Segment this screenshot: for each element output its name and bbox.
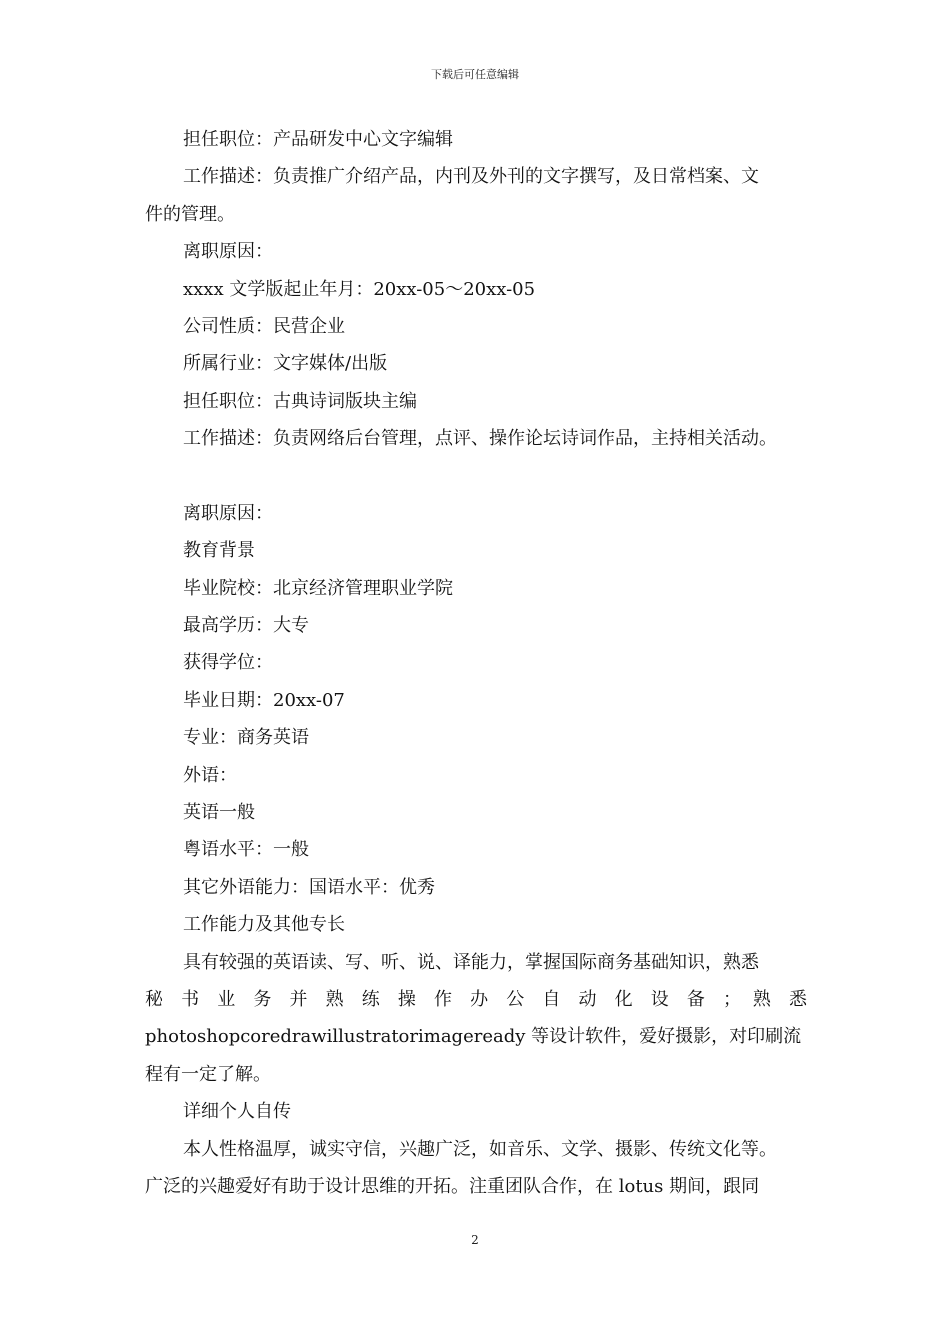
text-line: 专业：商务英语 — [183, 727, 309, 749]
text-line: 毕业院校：北京经济管理职业学院 — [183, 577, 453, 599]
section-heading: 教育背景 — [183, 540, 255, 562]
text-line: 本人性格温厚，诚实守信，兴趣广泛，如音乐、文学、摄影、传统文化等。 — [183, 1138, 777, 1160]
text-line: 担任职位：古典诗词版块主编 — [183, 390, 417, 412]
text-line: 工作描述：负责推广介绍产品，内刊及外刊的文字撰写，及日常档案、文 — [183, 166, 759, 188]
text-line: 其它外语能力：国语水平：优秀 — [183, 876, 435, 898]
text-line: 粤语水平：一般 — [183, 839, 309, 861]
page-header: 下载后可任意编辑 — [431, 68, 519, 81]
text-line: 公司性质：民营企业 — [183, 315, 345, 337]
text-line: 获得学位： — [183, 652, 273, 674]
section-heading: 详细个人自传 — [183, 1101, 291, 1123]
section-heading: 工作能力及其他专长 — [183, 914, 345, 936]
text-line: 工作描述：负责网络后台管理，点评、操作论坛诗词作品，主持相关活动。 — [183, 428, 777, 450]
text-line: xxxx 文学版起止年月：20xx-05～20xx-05 — [183, 278, 536, 300]
text-line: 毕业日期：20xx-07 — [183, 689, 345, 711]
text-line: 离职原因： — [183, 502, 273, 524]
text-line: 程有一定了解。 — [145, 1063, 271, 1085]
blank-line — [145, 458, 807, 495]
text-line: 具有较强的英语读、写、听、说、译能力，掌握国际商务基础知识，熟悉 — [183, 951, 759, 973]
text-line: 外语： — [183, 764, 237, 786]
text-line: 所属行业：文字媒体/出版 — [183, 353, 388, 375]
text-line: 广泛的兴趣爱好有助于设计思维的开拓。注重团队合作，在 lotus 期间，跟同 — [145, 1175, 760, 1197]
text-line: 担任职位：产品研发中心文字编辑 — [183, 129, 453, 150]
text-line: 件的管理。 — [145, 203, 235, 225]
page-number: 2 — [471, 1233, 479, 1247]
text-line: 英语一般 — [183, 802, 255, 824]
document-body — [145, 121, 807, 1205]
text-line: photoshopcoredrawillustratorimageready 等设计软件，爱好摄影，对印刷流 — [145, 1026, 802, 1048]
text-line: 秘 书 业 务 并 熟 练 操 作 办 公 自 动 化 设 备 ； 熟 悉 — [145, 988, 807, 1010]
text-line: 离职原因： — [183, 241, 273, 263]
text-line: 最高学历：大专 — [183, 615, 309, 637]
